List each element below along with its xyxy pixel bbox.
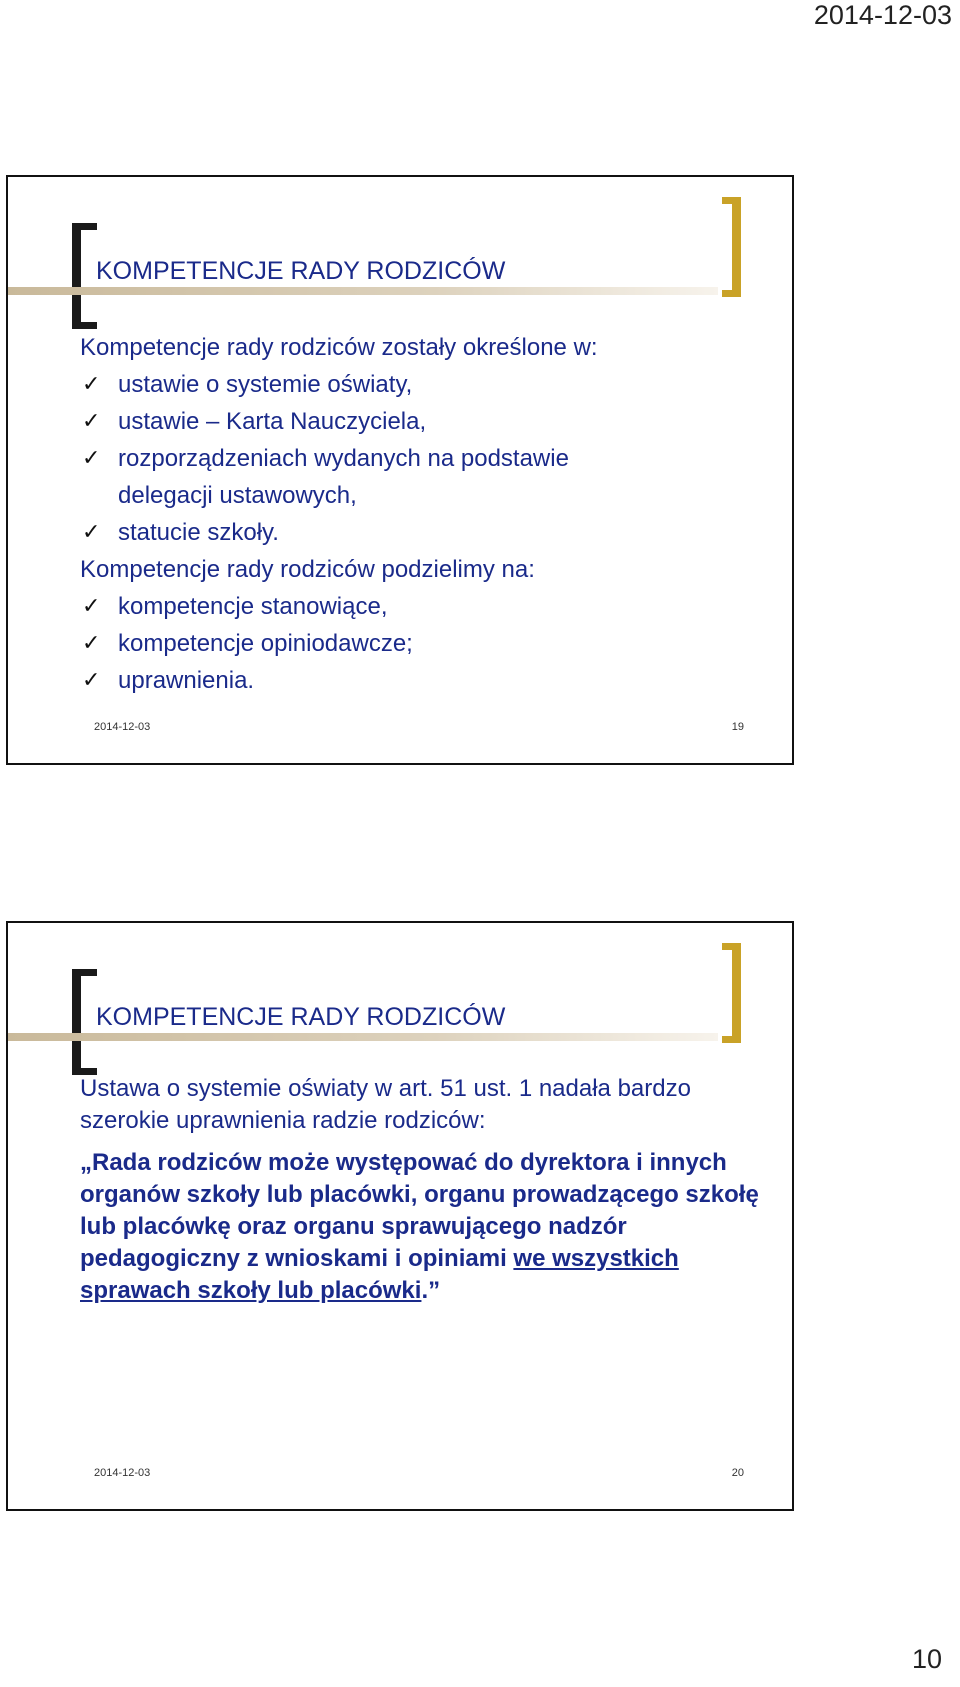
page-date: 2014-12-03 [813,0,952,30]
slide-20 [6,921,794,1511]
right-bracket-decoration [722,197,741,297]
check-icon: ✓ [82,372,101,397]
slide-19 [6,175,794,765]
sources-list [80,366,770,551]
list-item-text: rozporządzeniach wydanych na podstawie delegacji ustawowych, [118,445,569,509]
list-item [80,514,770,551]
list-item-text: kompetencje stanowiące, [118,593,388,620]
slide-title: KOMPETENCJE RADY RODZICÓW [96,1003,506,1031]
list-item-text: statucie szkoły. [118,519,279,546]
check-icon: ✓ [82,409,101,434]
slide-number: 20 [731,1467,744,1479]
list-item-text: kompetencje opiniodawcze; [118,630,413,657]
list-item [80,440,658,514]
intro-text: Kompetencje rady rodziców zostały określone w: [80,334,598,361]
categories-list [80,588,770,699]
left-bracket-decoration [72,969,97,1075]
intro-text: Ustawa o systemie oświaty w art. 51 ust. 1 nadała bardzo szerokie uprawnienia radzie rodziców: [80,1075,691,1134]
check-icon: ✓ [82,668,101,693]
title-underline-bar [8,1033,718,1041]
list-item-text: ustawie o systemie oświaty, [118,371,413,398]
list-item [80,662,770,699]
quote-link-text: we wszystkich sprawach szkoły lub placówki [80,1245,679,1304]
quote-text [80,1147,770,1307]
list-item [80,403,770,440]
quote-body: „Rada rodziców może występować do dyrektora i innych organów szkoły lub placówki, organu prowadzącego szkołę lub placówkę oraz organu sprawującego nadzór pedagogiczny z wnioskami i opiniami [80,1149,759,1272]
check-icon: ✓ [82,446,101,471]
slide-number: 19 [731,721,744,733]
right-bracket-decoration [722,943,741,1043]
slide-body [80,1073,770,1307]
page-number: 10 [911,1644,942,1674]
list-item-text: ustawie – Karta Nauczyciela, [118,408,427,435]
title-underline-bar [8,287,718,295]
slide-footer-date: 2014-12-03 [94,1467,151,1479]
slide-title: KOMPETENCJE RADY RODZICÓW [96,257,506,285]
intro-text: Kompetencje rady rodziców podzielimy na: [80,556,535,583]
list-item [80,625,770,662]
left-bracket-decoration [72,223,97,329]
list-item [80,366,770,403]
check-icon: ✓ [82,631,101,656]
check-icon: ✓ [82,520,101,545]
list-item [80,588,770,625]
slide-body [80,329,770,699]
slide-footer-date: 2014-12-03 [94,721,151,733]
list-item-text: uprawnienia. [118,667,255,694]
quote-end: .” [421,1277,441,1304]
check-icon: ✓ [82,594,101,619]
